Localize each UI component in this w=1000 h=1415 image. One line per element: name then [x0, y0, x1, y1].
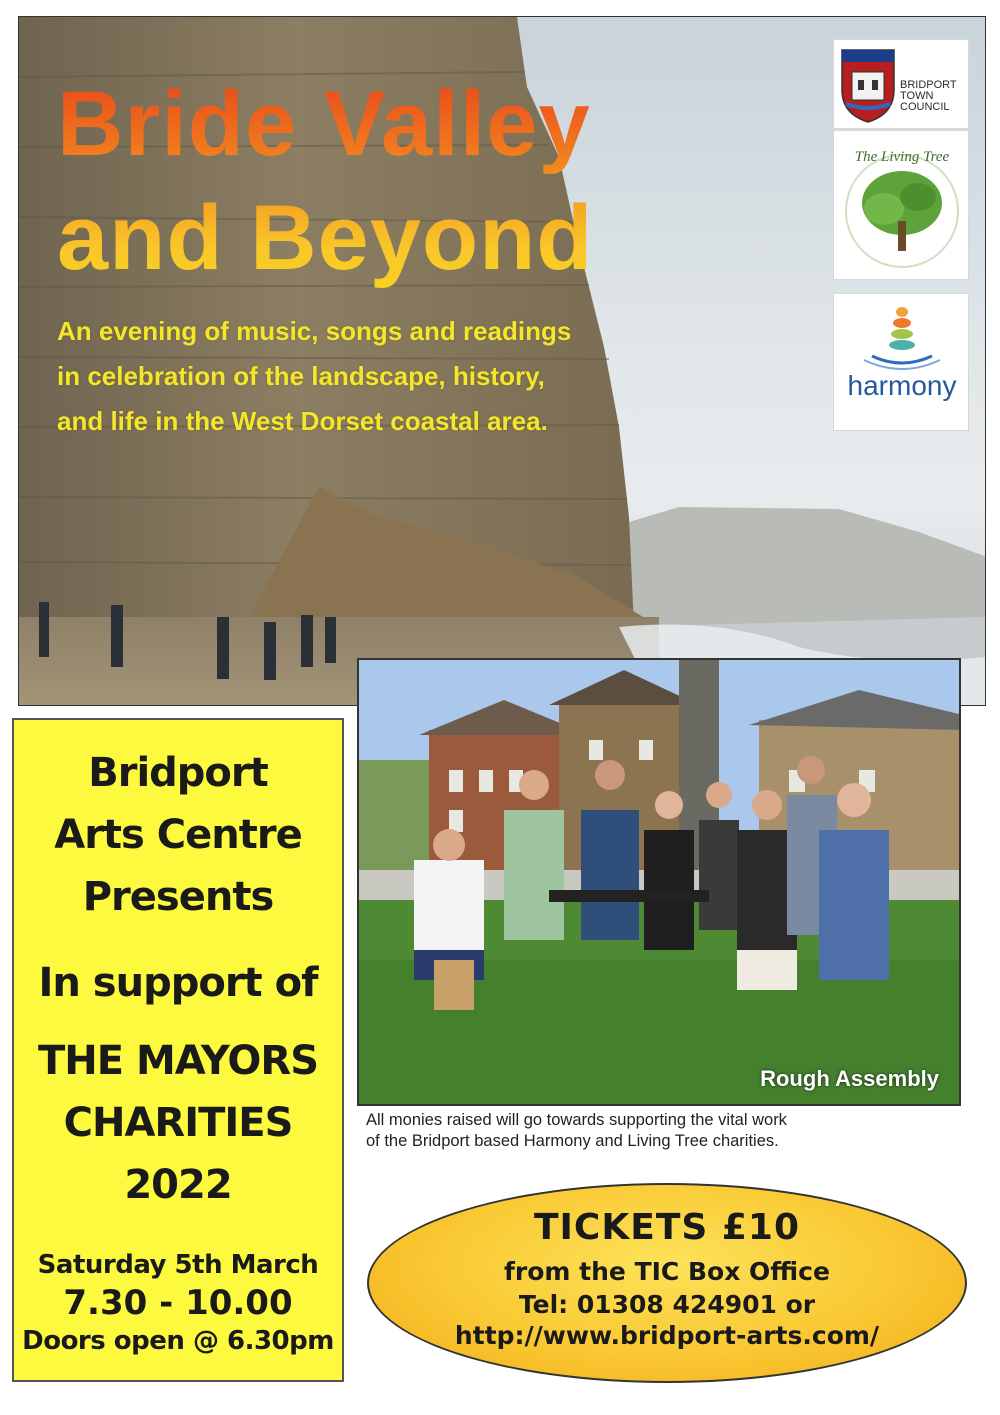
support-text: In support of — [38, 960, 318, 1006]
ticket-source: from the TIC Box Office — [504, 1257, 830, 1286]
date-time-block — [14, 1247, 342, 1359]
event-description — [57, 309, 757, 444]
charity-note — [366, 1110, 976, 1152]
doors-open: Doors open @ 6.30pm — [22, 1326, 334, 1356]
ticket-price: TICKETS £10 — [533, 1207, 801, 1248]
description-line: in celebration of the landscape, history, — [57, 361, 545, 391]
tickets-ellipse — [367, 1183, 967, 1383]
harmony-stones-icon — [834, 300, 970, 380]
tree-logo-text: The Living Tree — [854, 149, 950, 165]
bridport-town-council-logo — [833, 39, 969, 129]
band-photo — [357, 658, 961, 1106]
harmony-logo — [833, 293, 969, 431]
band-scene-image — [359, 660, 961, 1106]
description-line: and life in the West Dorset coastal area. — [57, 406, 548, 436]
charity-line: CHARITIES — [63, 1100, 293, 1146]
title-line-2: and Beyond — [57, 187, 594, 289]
note-line: of the Bridport based Harmony and Living Tree charities. — [366, 1132, 779, 1150]
living-tree-logo — [833, 130, 969, 280]
ticket-url-link[interactable]: http://www.bridport-arts.com/ — [454, 1321, 880, 1350]
charity-block — [14, 1030, 342, 1216]
band-caption: Rough Assembly — [760, 1066, 939, 1091]
harmony-logo-text: harmony — [847, 370, 957, 401]
note-line: All monies raised will go towards supporting the vital work — [366, 1111, 787, 1129]
council-crest-icon — [838, 46, 898, 124]
support-block — [14, 952, 342, 1014]
charity-line: 2022 — [124, 1162, 232, 1208]
description-line: An evening of music, songs and readings — [57, 316, 572, 346]
charity-line: THE MAYORS — [37, 1038, 319, 1084]
presenter-line: Bridport — [88, 750, 268, 796]
presenter-line: Arts Centre — [54, 812, 302, 858]
presenter-block — [14, 742, 342, 928]
event-time: 7.30 - 10.00 — [63, 1283, 293, 1323]
event-date: Saturday 5th March — [37, 1250, 319, 1280]
title-line-1: Bride Valley — [57, 73, 591, 175]
council-name: BRIDPORT TOWN COUNCIL — [900, 79, 957, 113]
hero-photo-panel — [18, 16, 986, 706]
event-title — [57, 67, 593, 295]
presenter-line: Presents — [82, 874, 274, 920]
ticket-phone: Tel: 01308 424901 or — [518, 1290, 816, 1319]
event-info-panel — [12, 718, 344, 1382]
